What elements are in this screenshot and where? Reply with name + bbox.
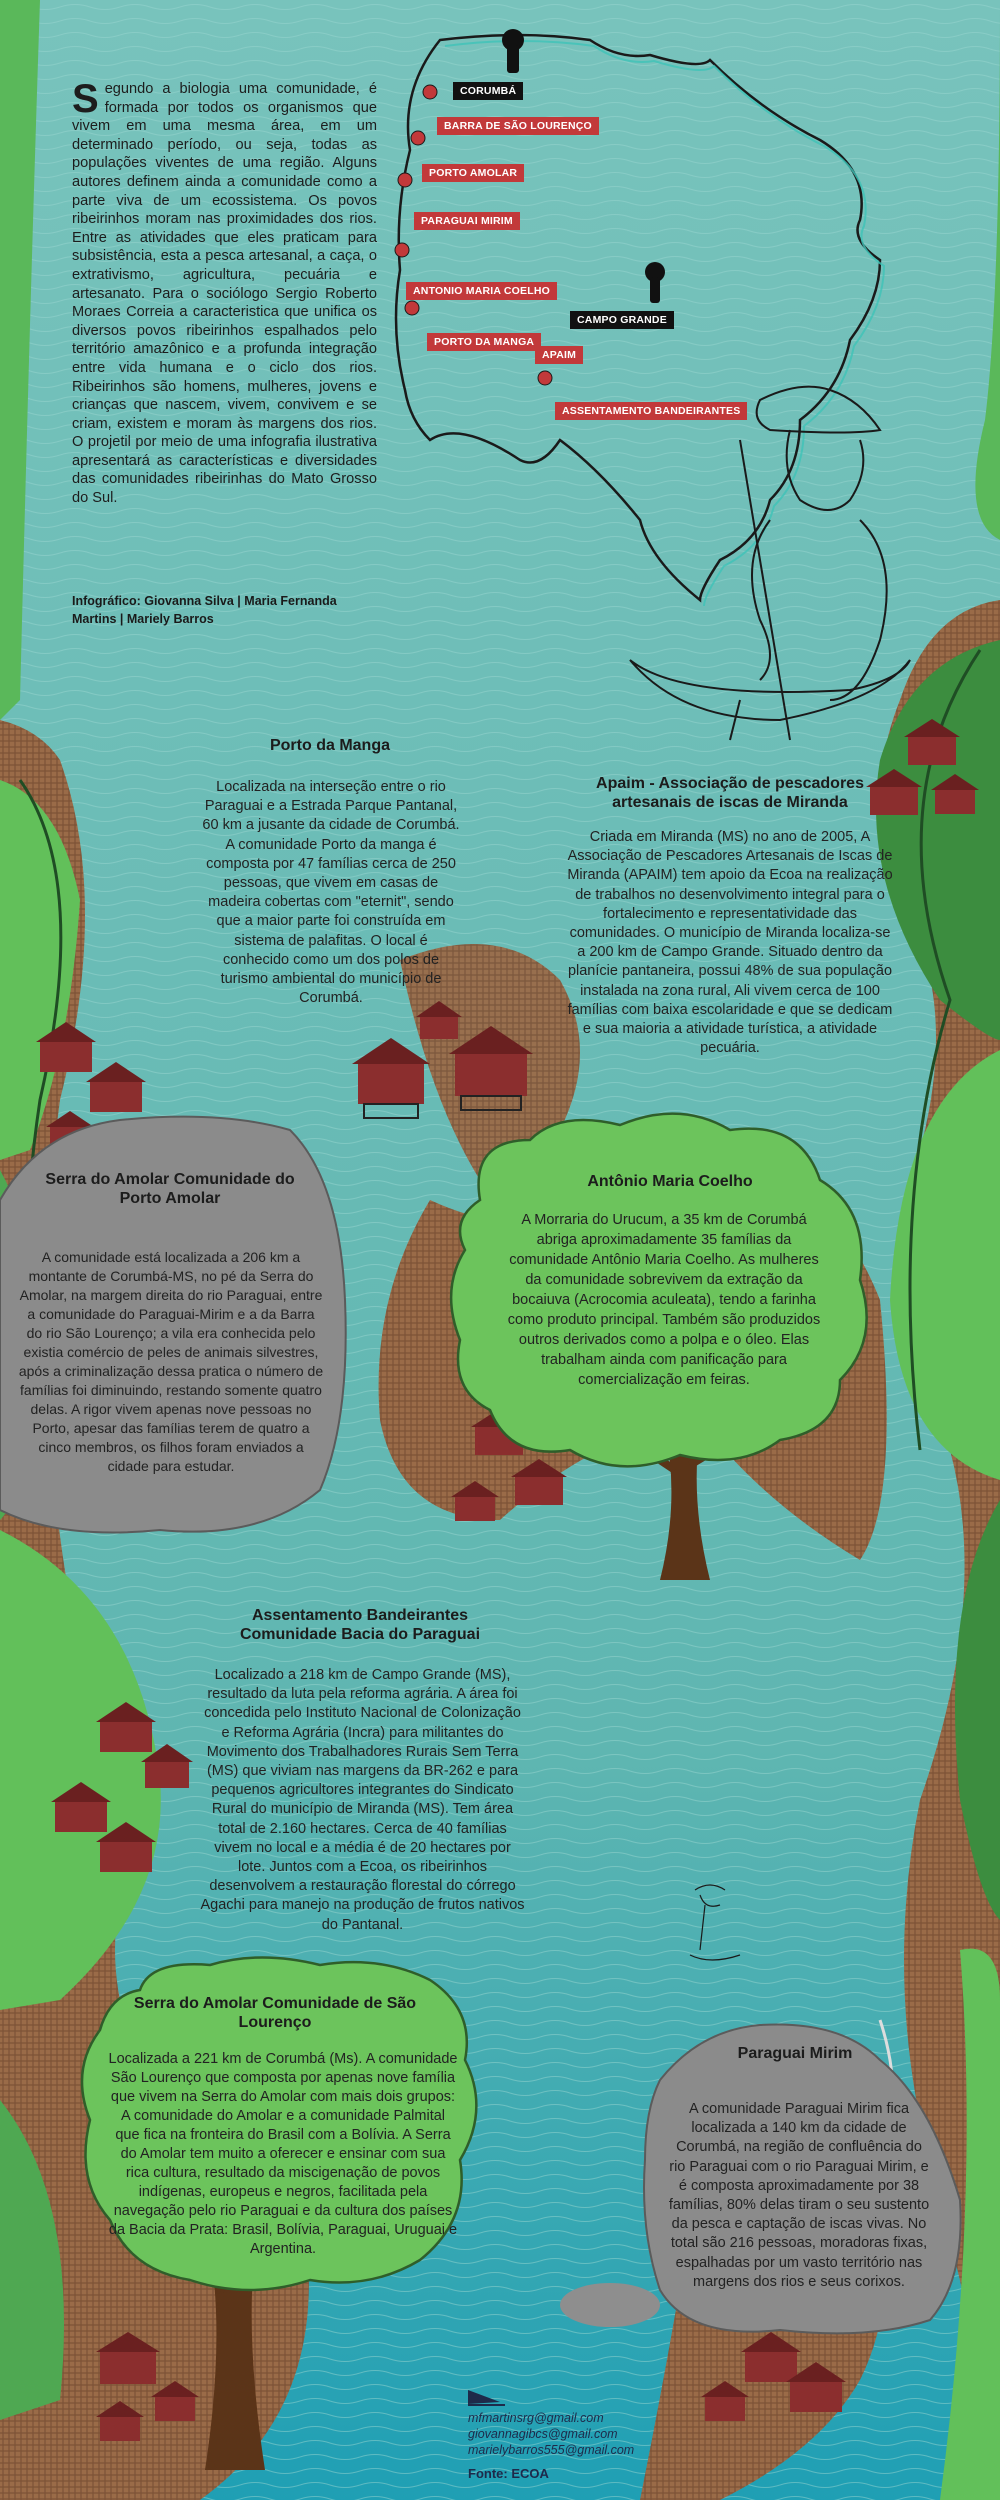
porto-manga-text: Localizada na interseção entre o rio Paraguai e a Estrada Parque Pantanal, 60 km a jusante da cidade de Corumbá. A comunidade Porto da manga é composta por 47 famílias cerca de 250 pessoas, que vivem em casas de madeira cobertas com "eternit", sendo que a maior parte foi construída em sistema de palafitas. O local é conhecido como um dos polos de turismo ambiental do município de Corumbá. <box>202 779 460 1007</box>
paraguai-mirim-text: A comunidade Paraguai Mirim fica localizada a 140 km da cidade de Corumbá, na região de confluência do rio Paraguai com o rio Paraguai Mirim, e é composta aproximadamente por 38 famílias, 80% delas tiram o seu sustento da pesca e captação de iscas vivas. No total são 216 pessoas, moradoras fixas, espalhadas por um vasto território nas margens dos rios e seus corixos. <box>668 2101 930 2290</box>
email-link[interactable]: mfmartinsrg@gmail.com <box>468 2411 604 2425</box>
map-label-antonio: ANTONIO MARIA COELHO <box>406 282 557 300</box>
assentamento-title: Assentamento Bandeirantes Comunidade Bacia do Paraguai <box>239 1607 481 1643</box>
map-label-porto-amolar: PORTO AMOLAR <box>422 164 524 182</box>
map-label-campo-grande: CAMPO GRANDE <box>570 311 674 329</box>
map-label-assentamento: ASSENTAMENTO BANDEIRANTES <box>555 402 747 420</box>
email-link[interactable]: marielybarros555@gmail.com <box>468 2443 635 2457</box>
infographic-credit: Infográfico: Giovanna Silva | Maria Fernanda Martins | Mariely Barros <box>72 594 337 626</box>
assentamento-text: Localizado a 218 km de Campo Grande (MS), resultado da luta pela reforma agrária. A área foi concedida pelo Instituto Nacional de Colonização e Reforma Agrária (Incra) para militantes do Movimento dos Trabalhadores Rurais Sem Terra (MS) que viviam nas margens da BR-262 e para pequenos agricultores integrantes do Sindicato Rural do município de Miranda (MS). Tem área total de 2.160 hectares. Cerca de 40 famílias vivem no local e a média é de 20 hectares por lote. Juntos com a Ecoa, os ribeirinhos desenvolvem a restauração florestal do córrego Agachi para manejo na produção de frutos nativos do Pantanal. <box>200 1667 525 1933</box>
intro-text: egundo a biologia uma comunidade, é formada por todos os organismos que vivem em uma mesma área, em um determinado período, ou seja, todas as populações viventes de uma região. Alguns autores definem ainda a comunidade como a parte viva de um ecossistema. Os povos ribeirinhos moram nas proximidades dos rios. Entre as atividades que eles praticam para subsistência, esta a pesca artesanal, a caça, o extrativismo, agricultura, pecuária e artesanato. Para o sociólogo Sergio Roberto Moraes Correia a caracteristica que unifica os diversos povos ribeirinhos espalhados pelo território amazônico e a profunda integração entre vida humana e o ciclo dos rios. Ribeirinhos são homens, mulheres, jovens e crianças que nascem, vivem, convivem e se criam, existem e moram às margens dos rios. O projetil por meio de uma infografia ilustrativa apresentará as características e diversidades das comunidades ribeirinhas do Mato Grosso do Sul. <box>72 81 377 507</box>
map-label-paraguai-mirim: PARAGUAI MIRIM <box>414 212 520 230</box>
sao-lourenco-title: Serra do Amolar Comunidade de São Lourenço <box>133 1995 417 2031</box>
porto-manga-title: Porto da Manga <box>269 737 390 754</box>
map-label-apaim: APAIM <box>535 346 583 364</box>
apaim-text: Criada em Miranda (MS) no ano de 2005, A Associação de Pescadores Artesanais de Iscas de Miranda (APAIM) tem apoio da Ecoa na realização de trabalhos no desenvolvimento integral para o fortalecimento e representatividade das comunidades. O município de Miranda localiza-se a 200 km de Campo Grande. Situado dentro da planície pantaneira, possui 48% de sua população instalada na zona rural, Ali vivem cerca de 100 famílias com baixa escolaridade e que se dedicam e sua maioria a atividade turística, a atividade pecuária. <box>567 829 893 1057</box>
source-credit: Fonte: ECOA <box>468 2466 549 2481</box>
map-label-porto-manga: PORTO DA MANGA <box>427 333 541 351</box>
porto-amolar-title: Serra do Amolar Comunidade do Porto Amolar <box>45 1171 295 1207</box>
antonio-text: A Morraria do Urucum, a 35 km de Corumbá abriga aproximadamente 35 famílias da comunidade Antônio Maria Coelho. As mulheres da comunidade sobrevivem da extração da bocaiuva (Acrocomia aculeata), tendo a farinha como produto principal. Também são produzidos outros derivados como a polpa e o óleo. Elas trabalham ainda com panificação para comercialização em feiras. <box>507 1212 821 1388</box>
sao-lourenco-text: Localizada a 221 km de Corumbá (Ms). A comunidade São Lourenço que composta por apenas nove família que vivem na Serra do Amolar com mais dois grupos: A comunidade do Amolar e a comunidade Palmital que fica na fronteira do Brasil com a Bolívia. A Serra do Amolar tem muito a oferecer e ensinar com sua rica cultura, resultado da miscigenação de povos indígenas, europeus e negros, facilitada pela navegação pelo rio Paraguai e da cultura dos países da Bacia da Prata: Brasil, Bolívia, Paraguai, Uruguai e Argentina. <box>108 2051 458 2257</box>
intro-paragraph <box>72 77 377 508</box>
paraguai-mirim-title: Paraguai Mirim <box>737 2045 853 2062</box>
email-link[interactable]: giovannagibcs@gmail.com <box>468 2427 618 2441</box>
porto-amolar-text: A comunidade está localizada a 206 km a montante de Corumbá-MS, no pé da Serra do Amolar, na margem direita do rio Paraguai, entre a comunidade do Paraguai-Mirim e a da Barra do rio São Lourenço; a vila era conhecida pelo existia comércio de peles de animais silvestres, após a criminalização dessa pratica o número de famílias foi diminuindo, restando somente quatro delas. A rigor vivem apenas nove pessoas no Porto, apesar das famílias terem de quatro a cinco membros, os filhos foram enviados a cidade para estudar. <box>18 1249 324 1474</box>
antonio-title: Antônio Maria Coelho <box>587 1173 753 1190</box>
map-label-barra: BARRA DE SÃO LOURENÇO <box>437 117 599 135</box>
apaim-title: Apaim - Associação de pescadores artesanais de iscas de Miranda <box>596 775 864 811</box>
intro-dropcap: S <box>72 77 99 121</box>
footer-emails <box>468 2410 634 2458</box>
map-label-corumba: CORUMBÁ <box>453 82 523 100</box>
